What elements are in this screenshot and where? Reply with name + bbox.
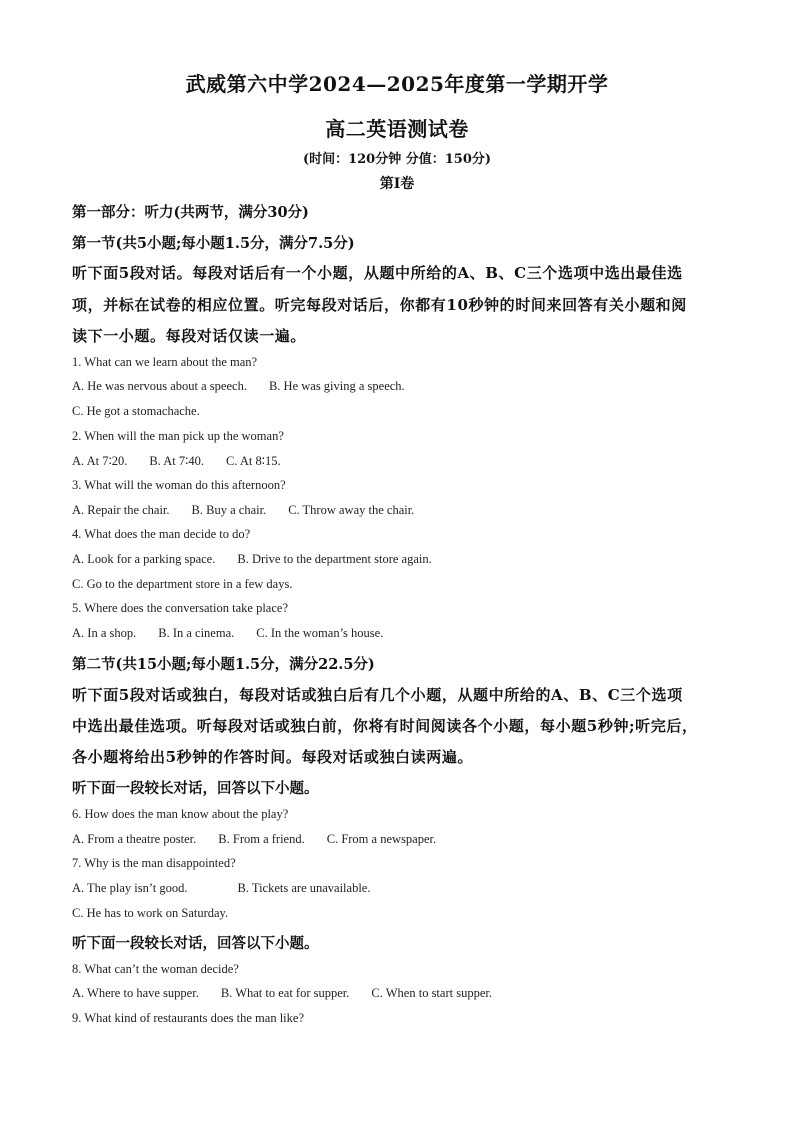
part1-heading: 第一部分：听力(共两节，满分30分): [72, 204, 309, 221]
option-a: A. Look for a parking space.: [72, 552, 216, 566]
option-b: B. From a friend.: [218, 832, 305, 846]
option-a: A. In a shop.: [72, 626, 137, 640]
option-b: B. Buy a chair.: [191, 503, 267, 517]
conversation-intro: 听下面一段较长对话，回答以下小题。: [72, 935, 319, 952]
option-a: A. Where to have supper.: [72, 986, 199, 1000]
option-c: C. When to start supper.: [371, 986, 492, 1000]
option-a: A. From a theatre poster.: [72, 832, 197, 846]
option-a: A. Repair the chair.: [72, 503, 170, 517]
option-c: C. He got a stomachache.: [72, 404, 200, 418]
option-b: B. Drive to the department store again.: [237, 552, 432, 566]
question-8: 8. What can’t the woman decide?: [72, 962, 239, 976]
section2-instruction-line: 听下面5段对话或独白，每段对话或独白后有几个小题，从题中所给的A、B、C三个选项: [72, 686, 683, 704]
question-6-options: [72, 832, 458, 847]
question-3: 3. What will the woman do this afternoon?: [72, 478, 286, 492]
section1-instruction-line: 读下一小题。每段对话仅读一遍。: [72, 327, 307, 345]
question-5: 5. Where does the conversation take place?: [72, 601, 288, 615]
question-7: 7. Why is the man disappointed?: [72, 856, 236, 870]
option-b: B. Tickets are unavailable.: [237, 881, 371, 895]
option-c: C. At 8∶15.: [226, 454, 281, 468]
option-a: A. The play isn’t good.: [72, 881, 188, 895]
question-2: 2. When will the man pick up the woman?: [72, 429, 284, 443]
option-b: B. He was giving a speech.: [268, 379, 405, 393]
option-b: B. What to eat for supper.: [220, 986, 350, 1000]
exam-title-line2: 高二英语测试卷: [325, 117, 469, 141]
question-1: 1. What can we learn about the man?: [72, 355, 258, 369]
question-4-options: [72, 552, 454, 567]
option-a: A. He was nervous about a speech.: [72, 379, 247, 393]
question-6: 6. How does the man know about the play?: [72, 807, 289, 821]
section1-instruction-line: 听下面5段对话。每段对话后有一个小题，从题中所给的A、B、C三个选项中选出最佳选: [72, 264, 683, 282]
question-3-options: [72, 503, 436, 518]
option-c: C. Go to the department store in a few days.: [72, 577, 293, 591]
section2-instruction-line: 各小题将给出5秒钟的作答时间。每段对话或独白读两遍。: [72, 748, 474, 766]
question-2-options: [72, 453, 303, 469]
question-7-options: [72, 881, 392, 896]
exam-time-info: (时间：120分钟 分值：150分): [302, 152, 492, 167]
option-c: C. From a newspaper.: [326, 832, 437, 846]
section1-instruction-line: 项，并标在试卷的相应位置。听完每段对话后，你都有10秒钟的时间来回答有关小题和阅: [72, 296, 687, 314]
section2-heading: 第二节(共15小题;每小题1.5分，满分22.5分): [72, 656, 375, 673]
option-c: C. He has to work on Saturday.: [72, 906, 229, 920]
question-9: 9. What kind of restaurants does the man like?: [72, 1011, 304, 1025]
section1-heading: 第一节(共5小题;每小题1.5分，满分7.5分): [72, 235, 355, 252]
volume-label: 第Ⅰ卷: [379, 176, 415, 192]
question-1-options: [72, 379, 427, 394]
option-c: C. Throw away the chair.: [288, 503, 415, 517]
section2-instruction-line: 中选出最佳选项。听每段对话或独白前，你将有时间阅读各个小题，每小题5秒钟;听完后，: [72, 717, 698, 735]
question-4: 4. What does the man decide to do?: [72, 527, 251, 541]
question-8-options: [72, 986, 514, 1001]
option-c: C. In the woman’s house.: [256, 626, 384, 640]
question-5-options: [72, 626, 405, 641]
conversation-intro: 听下面一段较长对话，回答以下小题。: [72, 780, 319, 797]
exam-title-line1: 武威第六中学2024—2025年度第一学期开学: [185, 72, 609, 96]
option-b: B. At 7∶40.: [149, 454, 204, 468]
option-b: B. In a cinema.: [158, 626, 235, 640]
option-a: A. At 7∶20.: [72, 454, 128, 468]
